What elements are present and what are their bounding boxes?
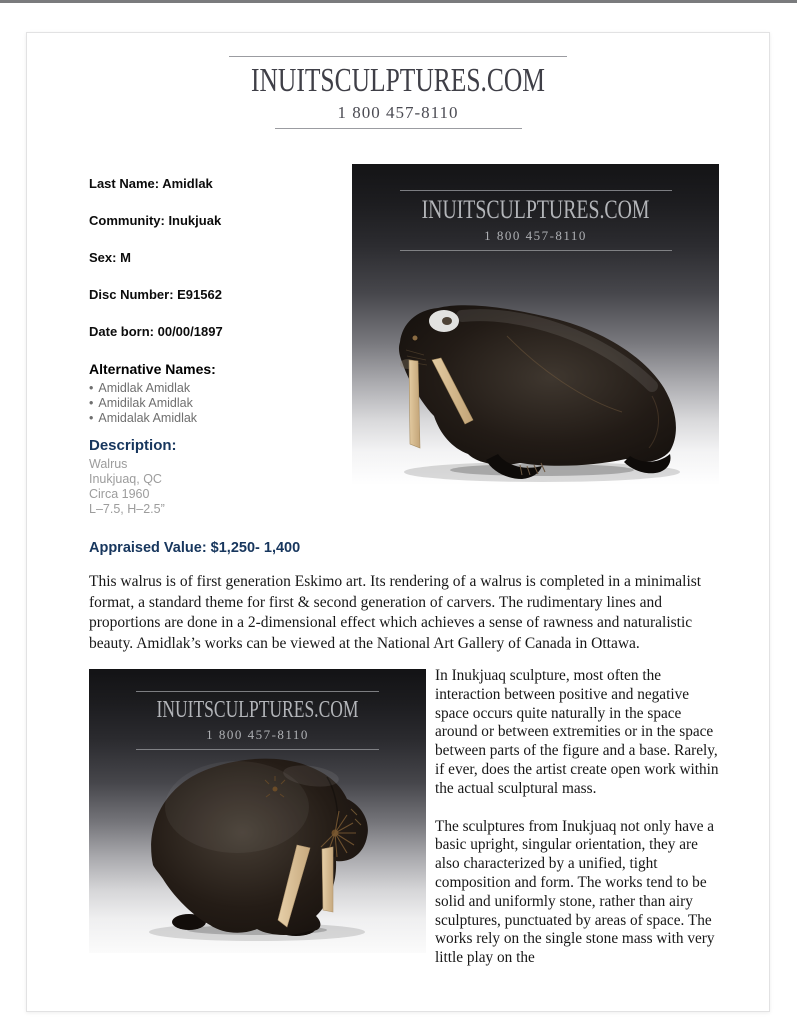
paragraph-overview: This walrus is of first generation Eskimo art. Its rendering of a walrus is completed in a minimalist format, a standard theme for first & second generation of carvers. The rudimentary lines and proportions are done in a 2-dimensional effect which achieves a sense of rawness and naturalistic beauty. Amidlak’s works can be viewed at the National Art Gallery of Canada in Ottawa. — [89, 573, 702, 652]
artist-sex: Sex: M — [89, 250, 131, 265]
description-location: Inukjuaq, QC — [89, 472, 162, 486]
alternative-names-heading: Alternative Names: — [89, 361, 216, 377]
bullet-icon: • — [89, 411, 94, 425]
essay-section — [89, 667, 719, 968]
site-header — [27, 33, 769, 164]
alternative-names-list — [89, 381, 359, 426]
sculpture-photo-front — [89, 669, 426, 953]
photo-watermark — [89, 669, 426, 750]
paragraph-negative-space: In Inukjuaq sculpture, most often the interaction between positive and negative space occurs quite naturally in the space around or between extremities or in the space between parts of the figure and a base. Rarely, if ever, does the artist create open work within the actual sculptural mass. — [435, 667, 719, 797]
site-phone: 1 800 457-8110 — [337, 103, 459, 122]
watermark-phone: 1 800 457-8110 — [206, 727, 309, 742]
paragraph-composition: The sculptures from Inukjuaq not only have a basic upright, singular orientation, they are also characterized by a unified, tight composition and form. The works tend to be solid and uniformly stone, rather than airy sculptures, punctuated by areas of space. The works rely on the single stone mass with very little play on the — [435, 817, 715, 967]
artist-details — [89, 164, 359, 517]
description-dimensions: L–7.5, H–2.5” — [89, 502, 165, 516]
site-title: INUITSCULPTURES.COM — [251, 62, 545, 99]
list-item — [89, 381, 359, 396]
description-subject: Walrus — [89, 457, 128, 471]
watermark-divider-top — [136, 691, 379, 692]
artist-info-section — [89, 164, 719, 517]
watermark-divider-bottom — [400, 250, 672, 251]
header-divider-top — [229, 56, 567, 57]
alt-name-text: Amidalak Amidlak — [98, 411, 198, 425]
artist-date-born: Date born: 00/00/1897 — [89, 324, 223, 339]
watermark-phone: 1 800 457-8110 — [484, 228, 587, 243]
page-container — [26, 32, 770, 1012]
appraised-value: Appraised Value: $1,250- 1,400 — [89, 540, 301, 556]
watermark-title: INUITSCULPTURES.COM — [156, 697, 359, 723]
content-area — [27, 164, 769, 968]
header-divider-bottom — [275, 128, 522, 129]
description-heading: Description: — [89, 437, 177, 454]
bullet-icon: • — [89, 381, 94, 395]
alt-name-text: Amidilak Amidlak — [98, 396, 193, 410]
top-border-strip — [0, 0, 797, 3]
alt-name-text: Amidlak Amidlak — [98, 381, 191, 395]
watermark-title: INUITSCULPTURES.COM — [421, 195, 650, 224]
list-item — [89, 396, 359, 411]
artist-disc-number: Disc Number: E91562 — [89, 287, 222, 302]
artist-community: Community: Inukjuak — [89, 213, 222, 228]
watermark-divider-top — [400, 190, 672, 191]
sculpture-photo-side — [352, 164, 719, 506]
artist-last-name: Last Name: Amidlak — [89, 176, 213, 191]
list-item — [89, 411, 359, 426]
description-circa: Circa 1960 — [89, 487, 150, 501]
photo-watermark — [352, 164, 719, 251]
watermark-divider-bottom — [136, 749, 379, 750]
bullet-icon: • — [89, 396, 94, 410]
